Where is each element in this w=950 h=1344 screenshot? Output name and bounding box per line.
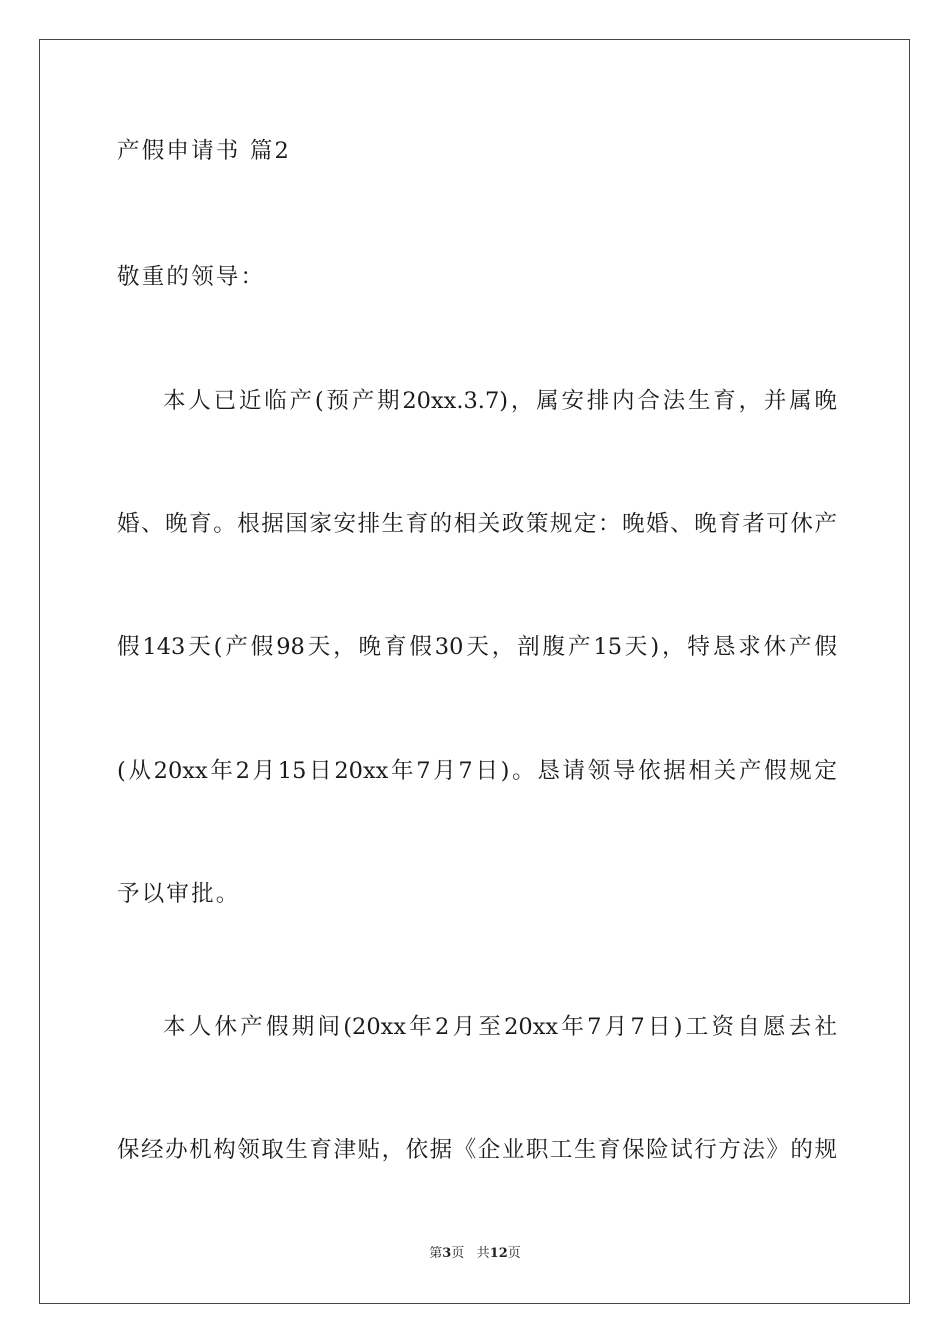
footer-current-page: 3 [442,1246,452,1261]
document-title: 产假申请书 篇2 [117,138,292,164]
paragraph-1-line-5: 予以审批。 [117,881,241,907]
salutation: 敬重的领导： [117,264,266,290]
footer-page-prefix: 第 [429,1246,443,1261]
paragraph-1-line-2: 婚、晚育。根据国家安排生育的相关政策规定：晚婚、晚育者可休产 [117,511,837,537]
paragraph-1-line-1: 本人已近临产(预产期20xx.3.7)，属安排内合法生育，并属晚 [163,388,837,414]
paragraph-2-line-2: 保经办机构领取生育津贴，依据《企业职工生育保险试行方法》的规 [117,1137,837,1163]
paragraph-1-line-4: (从20xx年2月15日20xx年7月7日)。恳请领导依据相关产假规定 [117,758,837,784]
paragraph-2-line-1: 本人休产假期间(20xx年2月至20xx年7月7日)工资自愿去社 [163,1014,837,1040]
footer-total-prefix: 共 [476,1246,490,1261]
footer-total-suffix: 页 [507,1246,521,1261]
page-border [39,39,910,1304]
footer-total-pages: 12 [489,1246,508,1261]
paragraph-1-line-3: 假143天(产假98天，晚育假30天，剖腹产15天)，特恳求休产假 [117,634,837,660]
footer-page-suffix: 页 [451,1246,465,1261]
page-footer [0,1245,950,1263]
